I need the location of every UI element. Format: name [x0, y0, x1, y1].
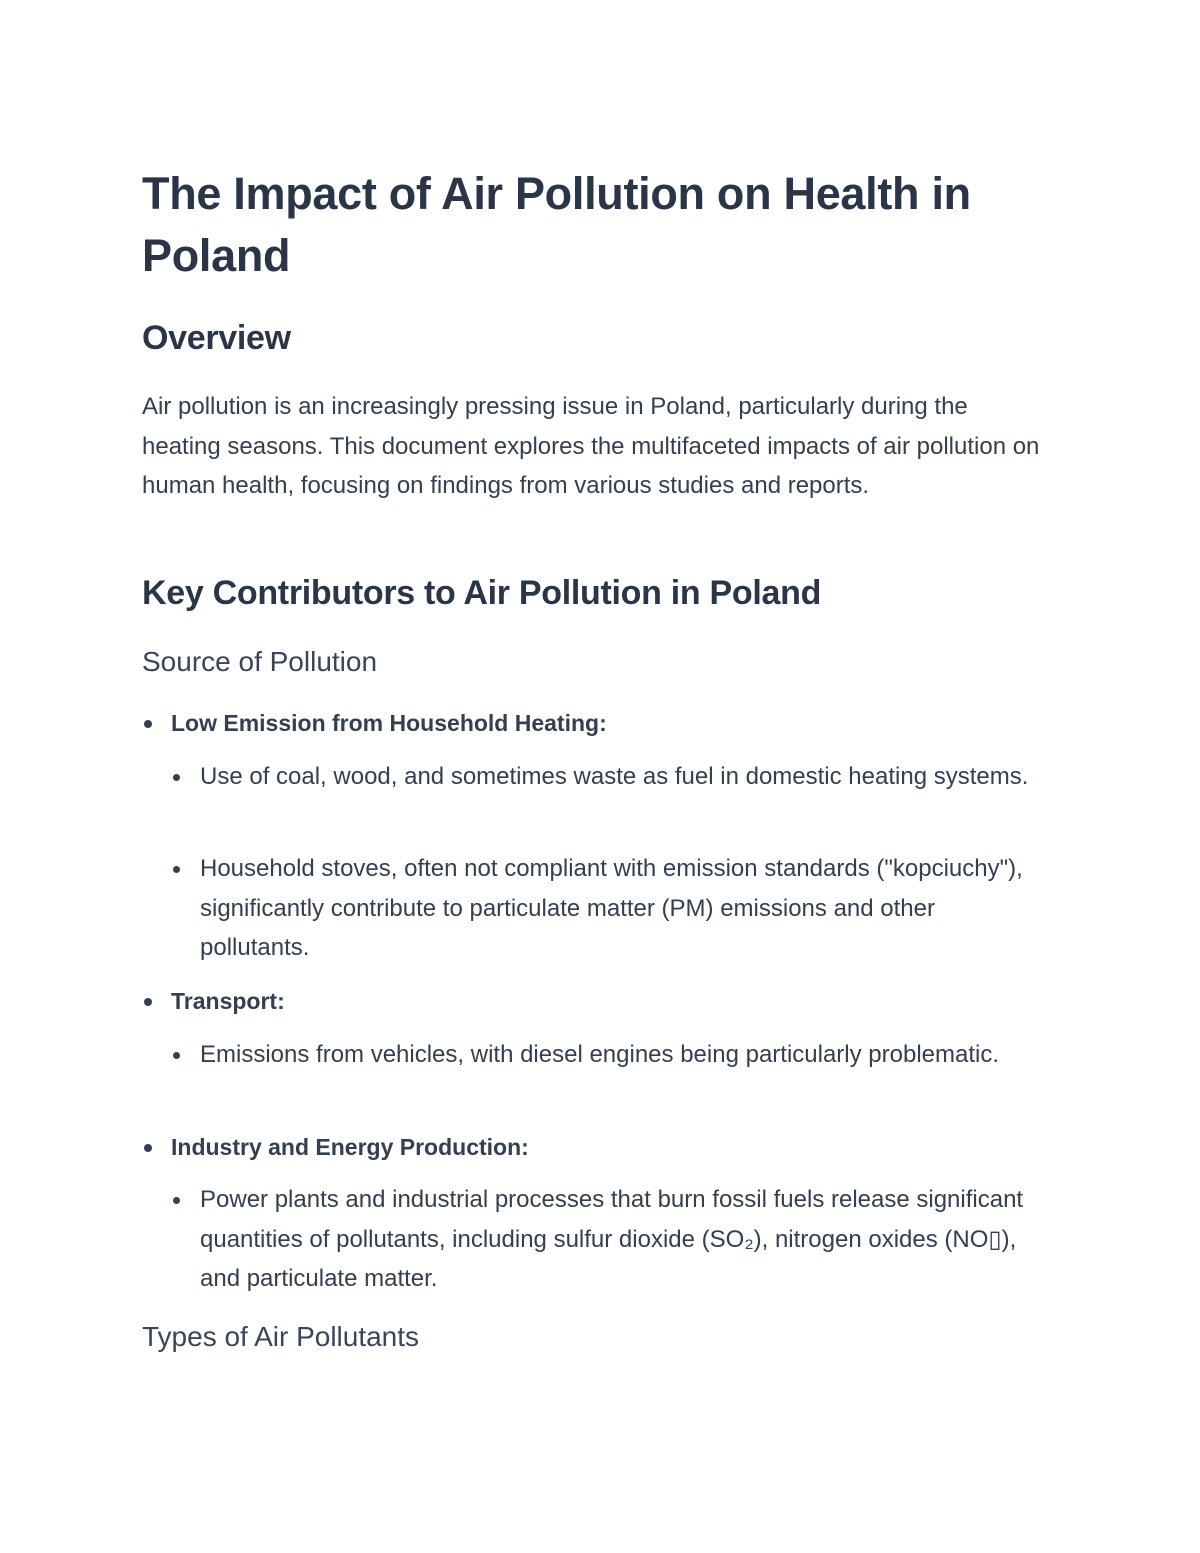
sub-list-item-text: Emissions from vehicles, with diesel engines being particularly problematic. [200, 1041, 1000, 1068]
bullet-icon [144, 720, 152, 728]
bullet-icon [173, 1052, 180, 1059]
key-contributors-heading: Key Contributors to Air Pollution in Poland [142, 574, 822, 612]
sub-list-item-text: Household stoves, often not compliant with emission standards ("kopciuchy"), significantly contribute to particulate matter (PM) emissions and other pollutants. [200, 855, 1023, 961]
bullet-icon [173, 774, 180, 781]
sub-list-item [200, 849, 1040, 968]
sub-list-item [200, 757, 1040, 797]
overview-paragraph: Air pollution is an increasingly pressing issue in Poland, particularly during the heating seasons. This document explores the multifaceted impacts of air pollution on human health, focusing on findings from various studies and reports. [142, 393, 1040, 499]
list-item [142, 704, 1047, 743]
page-title: The Impact of Air Pollution on Health in Poland [142, 168, 971, 281]
source-of-pollution-heading: Source of Pollution [142, 646, 378, 677]
types-of-pollutants-heading: Types of Air Pollutants [142, 1321, 420, 1352]
sub-list-item-text: Use of coal, wood, and sometimes waste as fuel in domestic heating systems. [200, 763, 1029, 790]
list-item-label: Low Emission from Household Heating: [171, 710, 607, 736]
sub-list-item [200, 1035, 1040, 1075]
list-item-label: Industry and Energy Production: [171, 1134, 529, 1160]
sub-list-item-text: Power plants and industrial processes that burn fossil fuels release significant quantities of pollutants, including sulfur dioxide (SO₂), nitrogen oxides (NO▯), and particulate matter. [200, 1186, 1024, 1292]
bullet-icon [144, 1144, 152, 1152]
bullet-icon [173, 866, 180, 873]
bullet-icon [173, 1197, 180, 1204]
list-item [142, 1128, 1047, 1167]
bullet-icon [144, 998, 152, 1006]
list-item-label: Transport: [171, 988, 285, 1014]
sub-list-item [200, 1180, 1040, 1299]
list-item [142, 982, 1047, 1021]
overview-heading: Overview [142, 319, 291, 357]
